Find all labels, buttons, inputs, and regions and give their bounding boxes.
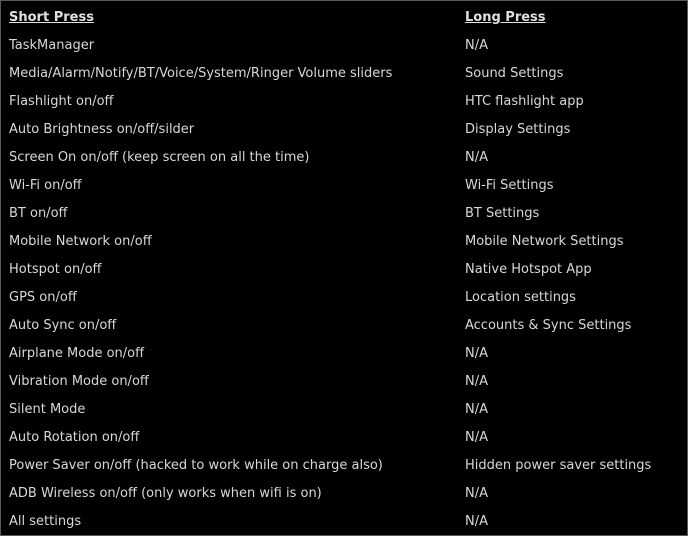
short-press-cell: Silent Mode: [9, 401, 86, 417]
short-press-cell: Flashlight on/off: [9, 93, 114, 109]
table-row: [1, 395, 687, 423]
long-press-cell: N/A: [465, 485, 488, 501]
table-row: [1, 311, 687, 339]
short-press-header: Short Press: [9, 9, 94, 25]
short-press-cell: Auto Brightness on/off/silder: [9, 121, 195, 137]
table-row: [1, 143, 687, 171]
table-row: [1, 115, 687, 143]
long-press-cell: HTC flashlight app: [465, 93, 584, 109]
short-press-cell: Wi-Fi on/off: [9, 177, 82, 193]
short-press-cell: GPS on/off: [9, 289, 77, 305]
long-press-cell: Sound Settings: [465, 65, 564, 81]
long-press-cell: N/A: [465, 345, 488, 361]
long-press-header: Long Press: [465, 9, 546, 25]
long-press-cell: Hidden power saver settings: [465, 457, 652, 473]
long-press-cell: Display Settings: [465, 121, 571, 137]
short-press-cell: BT on/off: [9, 205, 68, 221]
long-press-cell: N/A: [465, 429, 488, 445]
table-row: [1, 339, 687, 367]
table-row: [1, 87, 687, 115]
table-row: [1, 199, 687, 227]
table-row: [1, 479, 687, 507]
short-press-cell: Media/Alarm/Notify/BT/Voice/System/Ringer Volume sliders: [9, 65, 393, 81]
short-press-cell: Screen On on/off (keep screen on all the time): [9, 149, 310, 165]
table-row: [1, 451, 687, 479]
table-row: [1, 423, 687, 451]
long-press-cell: BT Settings: [465, 205, 540, 221]
short-press-cell: Vibration Mode on/off: [9, 373, 149, 389]
short-press-cell: Power Saver on/off (hacked to work while on charge also): [9, 457, 383, 473]
table-row: [1, 59, 687, 87]
long-press-cell: N/A: [465, 149, 488, 165]
long-press-cell: Native Hotspot App: [465, 261, 592, 277]
table-row: [1, 507, 687, 535]
long-press-cell: N/A: [465, 373, 488, 389]
table-row: [1, 171, 687, 199]
long-press-cell: N/A: [465, 37, 488, 53]
table-row: [1, 255, 687, 283]
table-row: [1, 367, 687, 395]
toggle-table: [1, 3, 687, 535]
table-row: [1, 227, 687, 255]
short-press-cell: ADB Wireless on/off (only works when wifi is on): [9, 485, 322, 501]
short-press-cell: All settings: [9, 513, 82, 529]
short-press-cell: Auto Rotation on/off: [9, 429, 140, 445]
short-press-cell: TaskManager: [9, 37, 95, 53]
short-press-cell: Mobile Network on/off: [9, 233, 152, 249]
table-row: [1, 31, 687, 59]
short-press-cell: Hotspot on/off: [9, 261, 102, 277]
long-press-cell: Accounts & Sync Settings: [465, 317, 632, 333]
short-press-cell: Airplane Mode on/off: [9, 345, 145, 361]
long-press-cell: Location settings: [465, 289, 576, 305]
table-row: [1, 283, 687, 311]
short-press-cell: Auto Sync on/off: [9, 317, 117, 333]
table-header-row: [1, 3, 687, 31]
long-press-cell: Mobile Network Settings: [465, 233, 624, 249]
long-press-cell: N/A: [465, 401, 488, 417]
long-press-cell: Wi-Fi Settings: [465, 177, 554, 193]
long-press-cell: N/A: [465, 513, 488, 529]
